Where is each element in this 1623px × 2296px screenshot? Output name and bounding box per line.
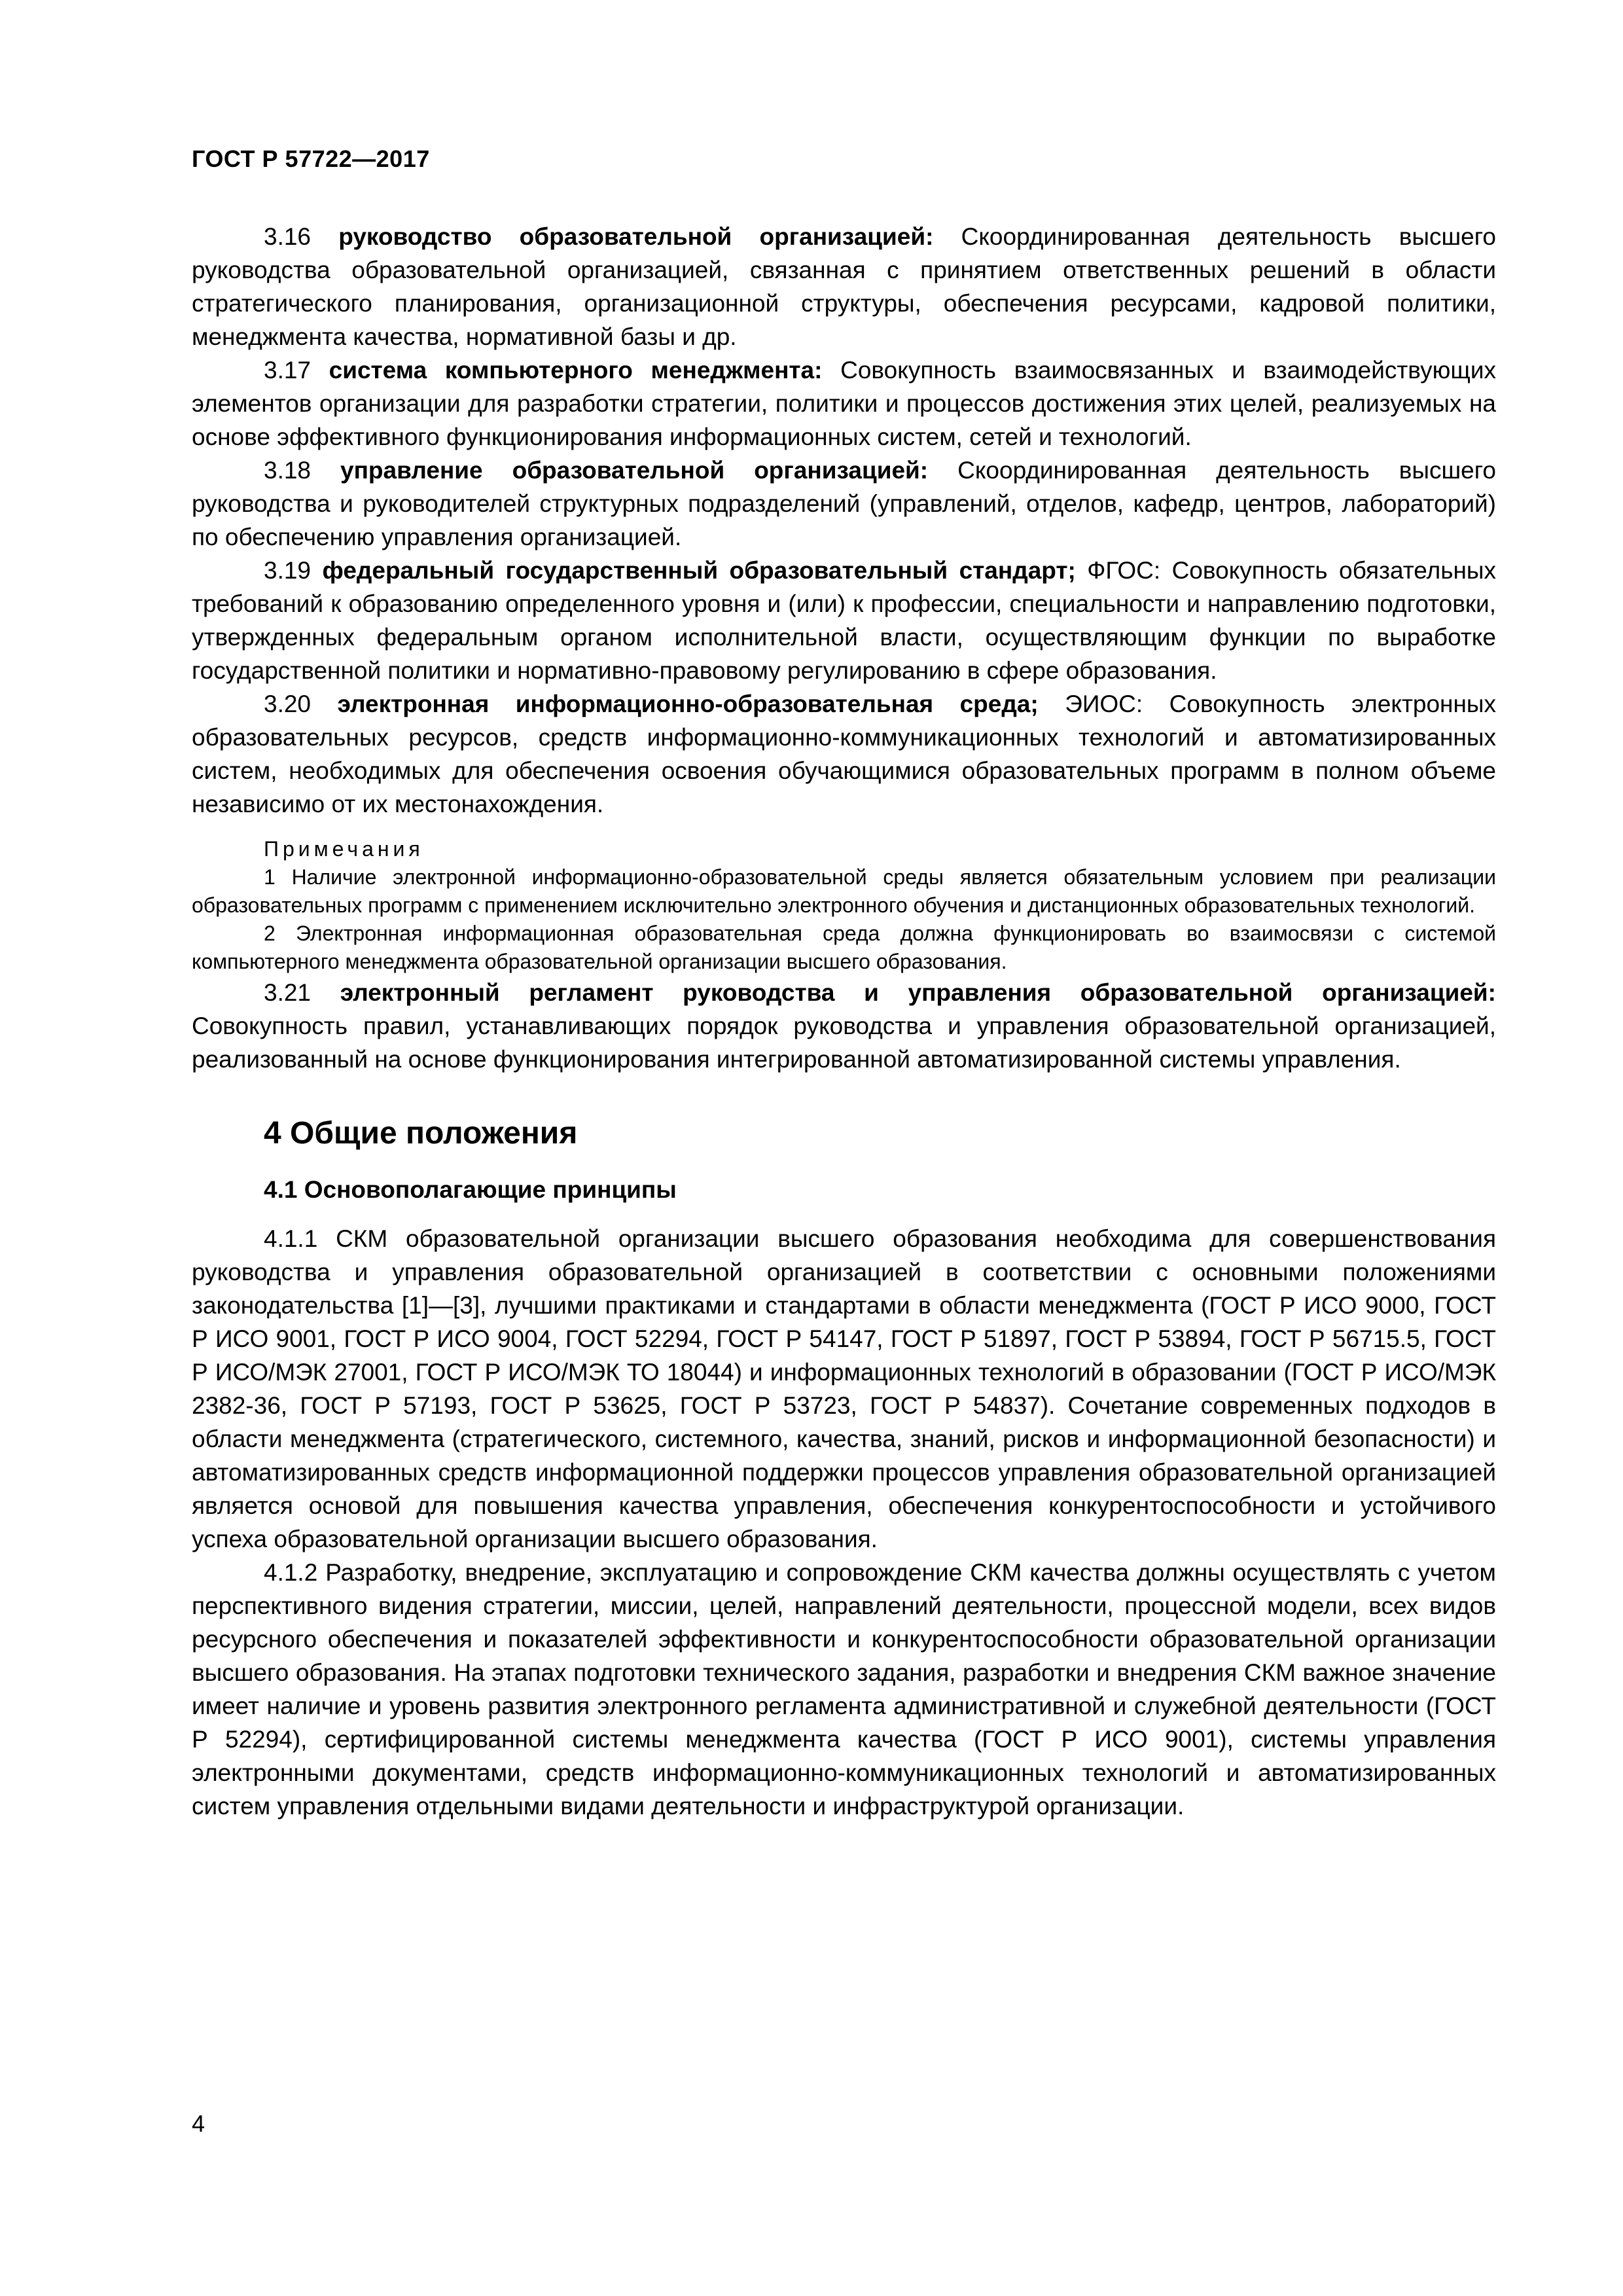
note-item: 2 Электронная информационная образовательная среда должна функционировать во взаимосвязи с системой компьютерного менеджмента образовательной организации высшего образования. — [192, 922, 1496, 973]
term-title: электронный регламент руководства и управления образовательной организацией: — [340, 979, 1496, 1006]
term-3-19: 3.19 федеральный государственный образовательный стандарт; ФГОС: Совокупность обязательных требований к образованию определенного уровня и (или) к профессии, специальности и направлению подготовки, утвержденных федеральным органом исполнительной власти, осуществляющим функции по выработке государственной политики и нормативно-правовому регулированию в сфере образования. — [192, 557, 1497, 684]
section-heading: 4 Общие положения — [264, 1116, 578, 1151]
term-title: система компьютерного менеджмента: — [329, 357, 823, 384]
standard-header: ГОСТ Р 57722—2017 — [192, 145, 430, 172]
page-number: 4 — [192, 2110, 205, 2137]
term-definition: Скоординированная деятельность высшего руководства и руководителей структурных подразделений (управлений, отделов, кафедр, центров, лабораторий) по обеспечению управления организацией. — [192, 457, 1497, 550]
document-body — [192, 220, 1496, 1823]
term-3-17: 3.17 система компьютерного менеджмента: Совокупность взаимосвязанных и взаимодействующих элементов организации для разработки стратегии, политики и процессов достижения этих целей, реализуемых на основе эффективного функционирования информационных систем, сетей и технологий. — [192, 357, 1497, 450]
paragraph-4-1-1: 4.1.1 СКМ образовательной организации высшего образования необходима для совершенствования руководства и управления образовательной организацией в соответствии с основными положениями законодательства [1]—[3], лучшими практиками и стандартами в области менеджмента (ГОСТ Р ИСО 9000, ГОСТ Р ИСО 9001, ГОСТ Р ИСО 9004, ГОСТ 52294, ГОСТ Р 54147, ГОСТ Р 51897, ГОСТ Р 53894, ГОСТ Р 56715.5, ГОСТ Р ИСО/МЭК 27001, ГОСТ Р ИСО/МЭК ТО 18044) и информационных технологий в образовании (ГОСТ Р ИСО/МЭК 2382-36, ГОСТ Р 57193, ГОСТ Р 53625, ГОСТ Р 53723, ГОСТ Р 54837). Сочетание современных подходов в области менеджмента (стратегического, системного, качества, знаний, рисков и информационной безопасности) и автоматизированных средств информационной поддержки процессов управления образовательной организацией является основой для повышения качества управления, обеспечения конкурентоспособности и устойчивого успеха образовательной организации высшего образования. — [192, 1225, 1496, 1552]
notes-title: Примечания — [264, 837, 424, 861]
notes-block — [192, 835, 1496, 976]
term-definition: ЭИОС: Совокупность электронных образовательных ресурсов, средств информационно-коммуникационных технологий и автоматизированных систем, необходимых для обеспечения освоения обучающимися образовательных программ в полном объеме независимо от их местонахождения. — [192, 691, 1497, 817]
term-3-21: 3.21 электронный регламент руководства и управления образовательной организацией: Совокупность правил, устанавливающих порядок руководства и управления образовательной организацией, реализованный на основе функционирования интегрированной автоматизированной системы управления. — [192, 979, 1496, 1073]
term-title: электронная информационно-образовательная среда; — [337, 691, 1039, 717]
term-definition: ФГОС: Совокупность обязательных требований к образованию определенного уровня и (или) к профессии, специальности и направлению подготовки, утвержденных федеральным органом исполнительной власти, осуществляющим функции по выработке государственной политики и нормативно-правовому регулированию в сфере образования. — [192, 557, 1497, 684]
term-definition: Совокупность правил, устанавливающих порядок руководства и управления образовательной организацией, реализованный на основе функционирования интегрированной автоматизированной системы управления. — [192, 1013, 1496, 1073]
note-item: 1 Наличие электронной информационно-образовательной среды является обязательным условием при реализации образовательных программ с применением исключительно электронного обучения и дистанционных образовательных технологий. — [192, 865, 1496, 917]
term-title: управление образовательной организацией: — [340, 457, 929, 484]
paragraph-4-1-2: 4.1.2 Разработку, внедрение, эксплуатацию и сопровождение СКМ качества должны осуществлять с учетом перспективного видения стратегии, миссии, целей, направлений деятельности, процессной модели, всех видов ресурсного обеспечения и показателей эффективности и конкурентоспособности образовательной организации высшего образования. На этапах подготовки технического задания, разработки и внедрения СКМ важное значение имеет наличие и уровень развития электронного регламента административной и служебной деятельности (ГОСТ Р 52294), сертифицированной системы менеджмента качества (ГОСТ Р ИСО 9001), системы управления электронными документами, средств информационно-коммуникационных технологий и автоматизированных систем управления отдельными видами деятельности и инфраструктурой организации. — [192, 1559, 1496, 1820]
term-3-20: 3.20 электронная информационно-образовательная среда; ЭИОС: Совокупность электронных образовательных ресурсов, средств информационно-коммуникационных технологий и автоматизированных систем, необходимых для обеспечения освоения обучающимися образовательных программ в полном объеме независимо от их местонахождения. — [192, 691, 1497, 817]
subsection-heading: 4.1 Основополагающие принципы — [264, 1176, 677, 1203]
term-title: федеральный государственный образовательный стандарт; — [322, 557, 1076, 584]
term-title: руководство образовательной организацией: — [338, 223, 934, 250]
term-definition: Совокупность взаимосвязанных и взаимодействующих элементов организации для разработки стратегии, политики и процессов достижения этих целей, реализуемых на основе эффективного функционирования информационных систем, сетей и технологий. — [192, 357, 1497, 450]
term-definition: Скоординированная деятельность высшего руководства образовательной организацией, связанная с принятием ответственных решений в области стратегического планирования, организационной структуры, обеспечения ресурсами, кадровой политики, менеджмента качества, нормативной базы и др. — [192, 223, 1496, 350]
term-3-16: 3.16 руководство образовательной организацией: Скоординированная деятельность высшего руководства образовательной организацией, связанная с принятием ответственных решений в области стратегического планирования, организационной структуры, обеспечения ресурсами, кадровой политики, менеджмента качества, нормативной базы и др. — [192, 223, 1496, 350]
term-3-18: 3.18 управление образовательной организацией: Скоординированная деятельность высшего руководства и руководителей структурных подразделений (управлений, отделов, кафедр, центров, лабораторий) по обеспечению управления организацией. — [192, 457, 1497, 550]
